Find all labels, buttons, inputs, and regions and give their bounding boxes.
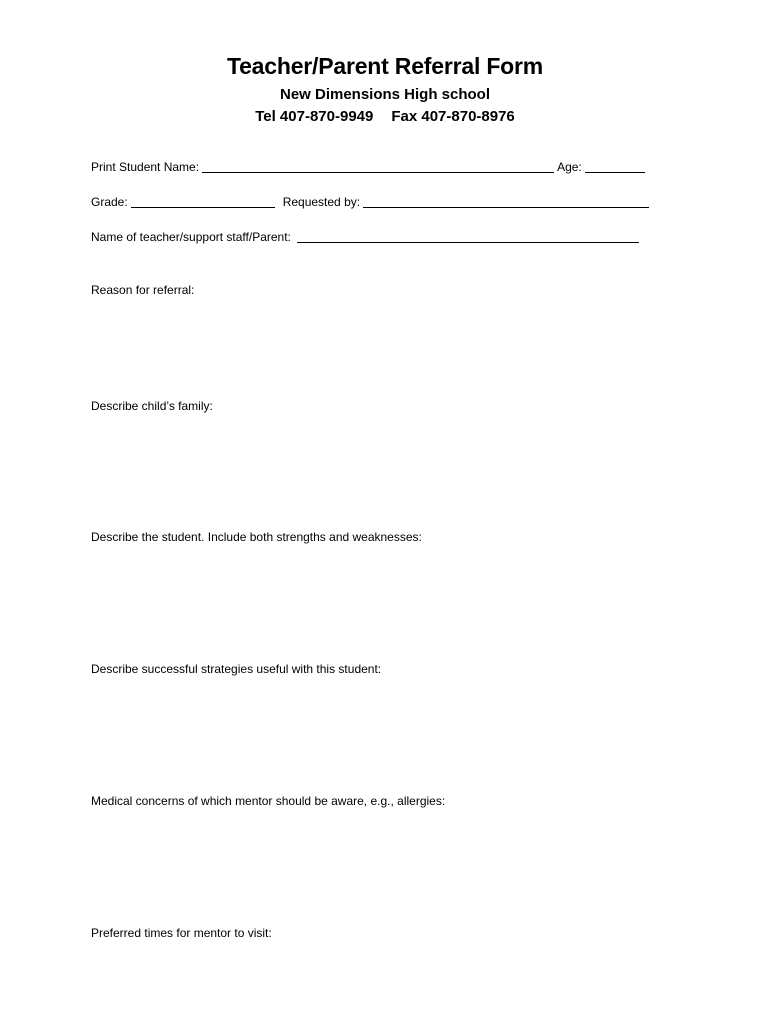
- age-field[interactable]: [585, 161, 645, 173]
- referrer-field[interactable]: [297, 231, 639, 243]
- grade-label: Grade:: [91, 195, 128, 209]
- student-description-prompt: Describe the student. Include both strengths and weaknesses:: [91, 530, 422, 544]
- grade-row: [91, 195, 652, 209]
- grade-field[interactable]: [131, 196, 275, 208]
- student-name-field[interactable]: [202, 161, 554, 173]
- telephone-number: Tel 407-870-9949: [255, 108, 374, 125]
- contact-line: [0, 108, 770, 125]
- age-label: Age:: [557, 160, 582, 174]
- reason-prompt: Reason for referral:: [91, 283, 195, 297]
- school-name: New Dimensions High school: [279, 86, 491, 103]
- preferred-times-prompt: Preferred times for mentor to visit:: [91, 926, 272, 940]
- medical-concerns-prompt: Medical concerns of which mentor should be aware, e.g., allergies:: [91, 794, 446, 808]
- strategies-prompt: Describe successful strategies useful with this student:: [91, 662, 382, 676]
- requested-by-label: Requested by:: [282, 195, 361, 209]
- student-name-label: Print Student Name:: [91, 160, 200, 174]
- requested-by-field[interactable]: [363, 196, 649, 208]
- form-title: Teacher/Parent Referral Form: [226, 53, 544, 79]
- family-prompt: Describe child’s family:: [91, 399, 213, 413]
- referrer-row: [91, 230, 642, 244]
- fax-number: Fax 407-870-8976: [391, 108, 515, 125]
- student-name-row: [91, 160, 648, 174]
- referrer-label: Name of teacher/support staff/Parent:: [91, 230, 291, 244]
